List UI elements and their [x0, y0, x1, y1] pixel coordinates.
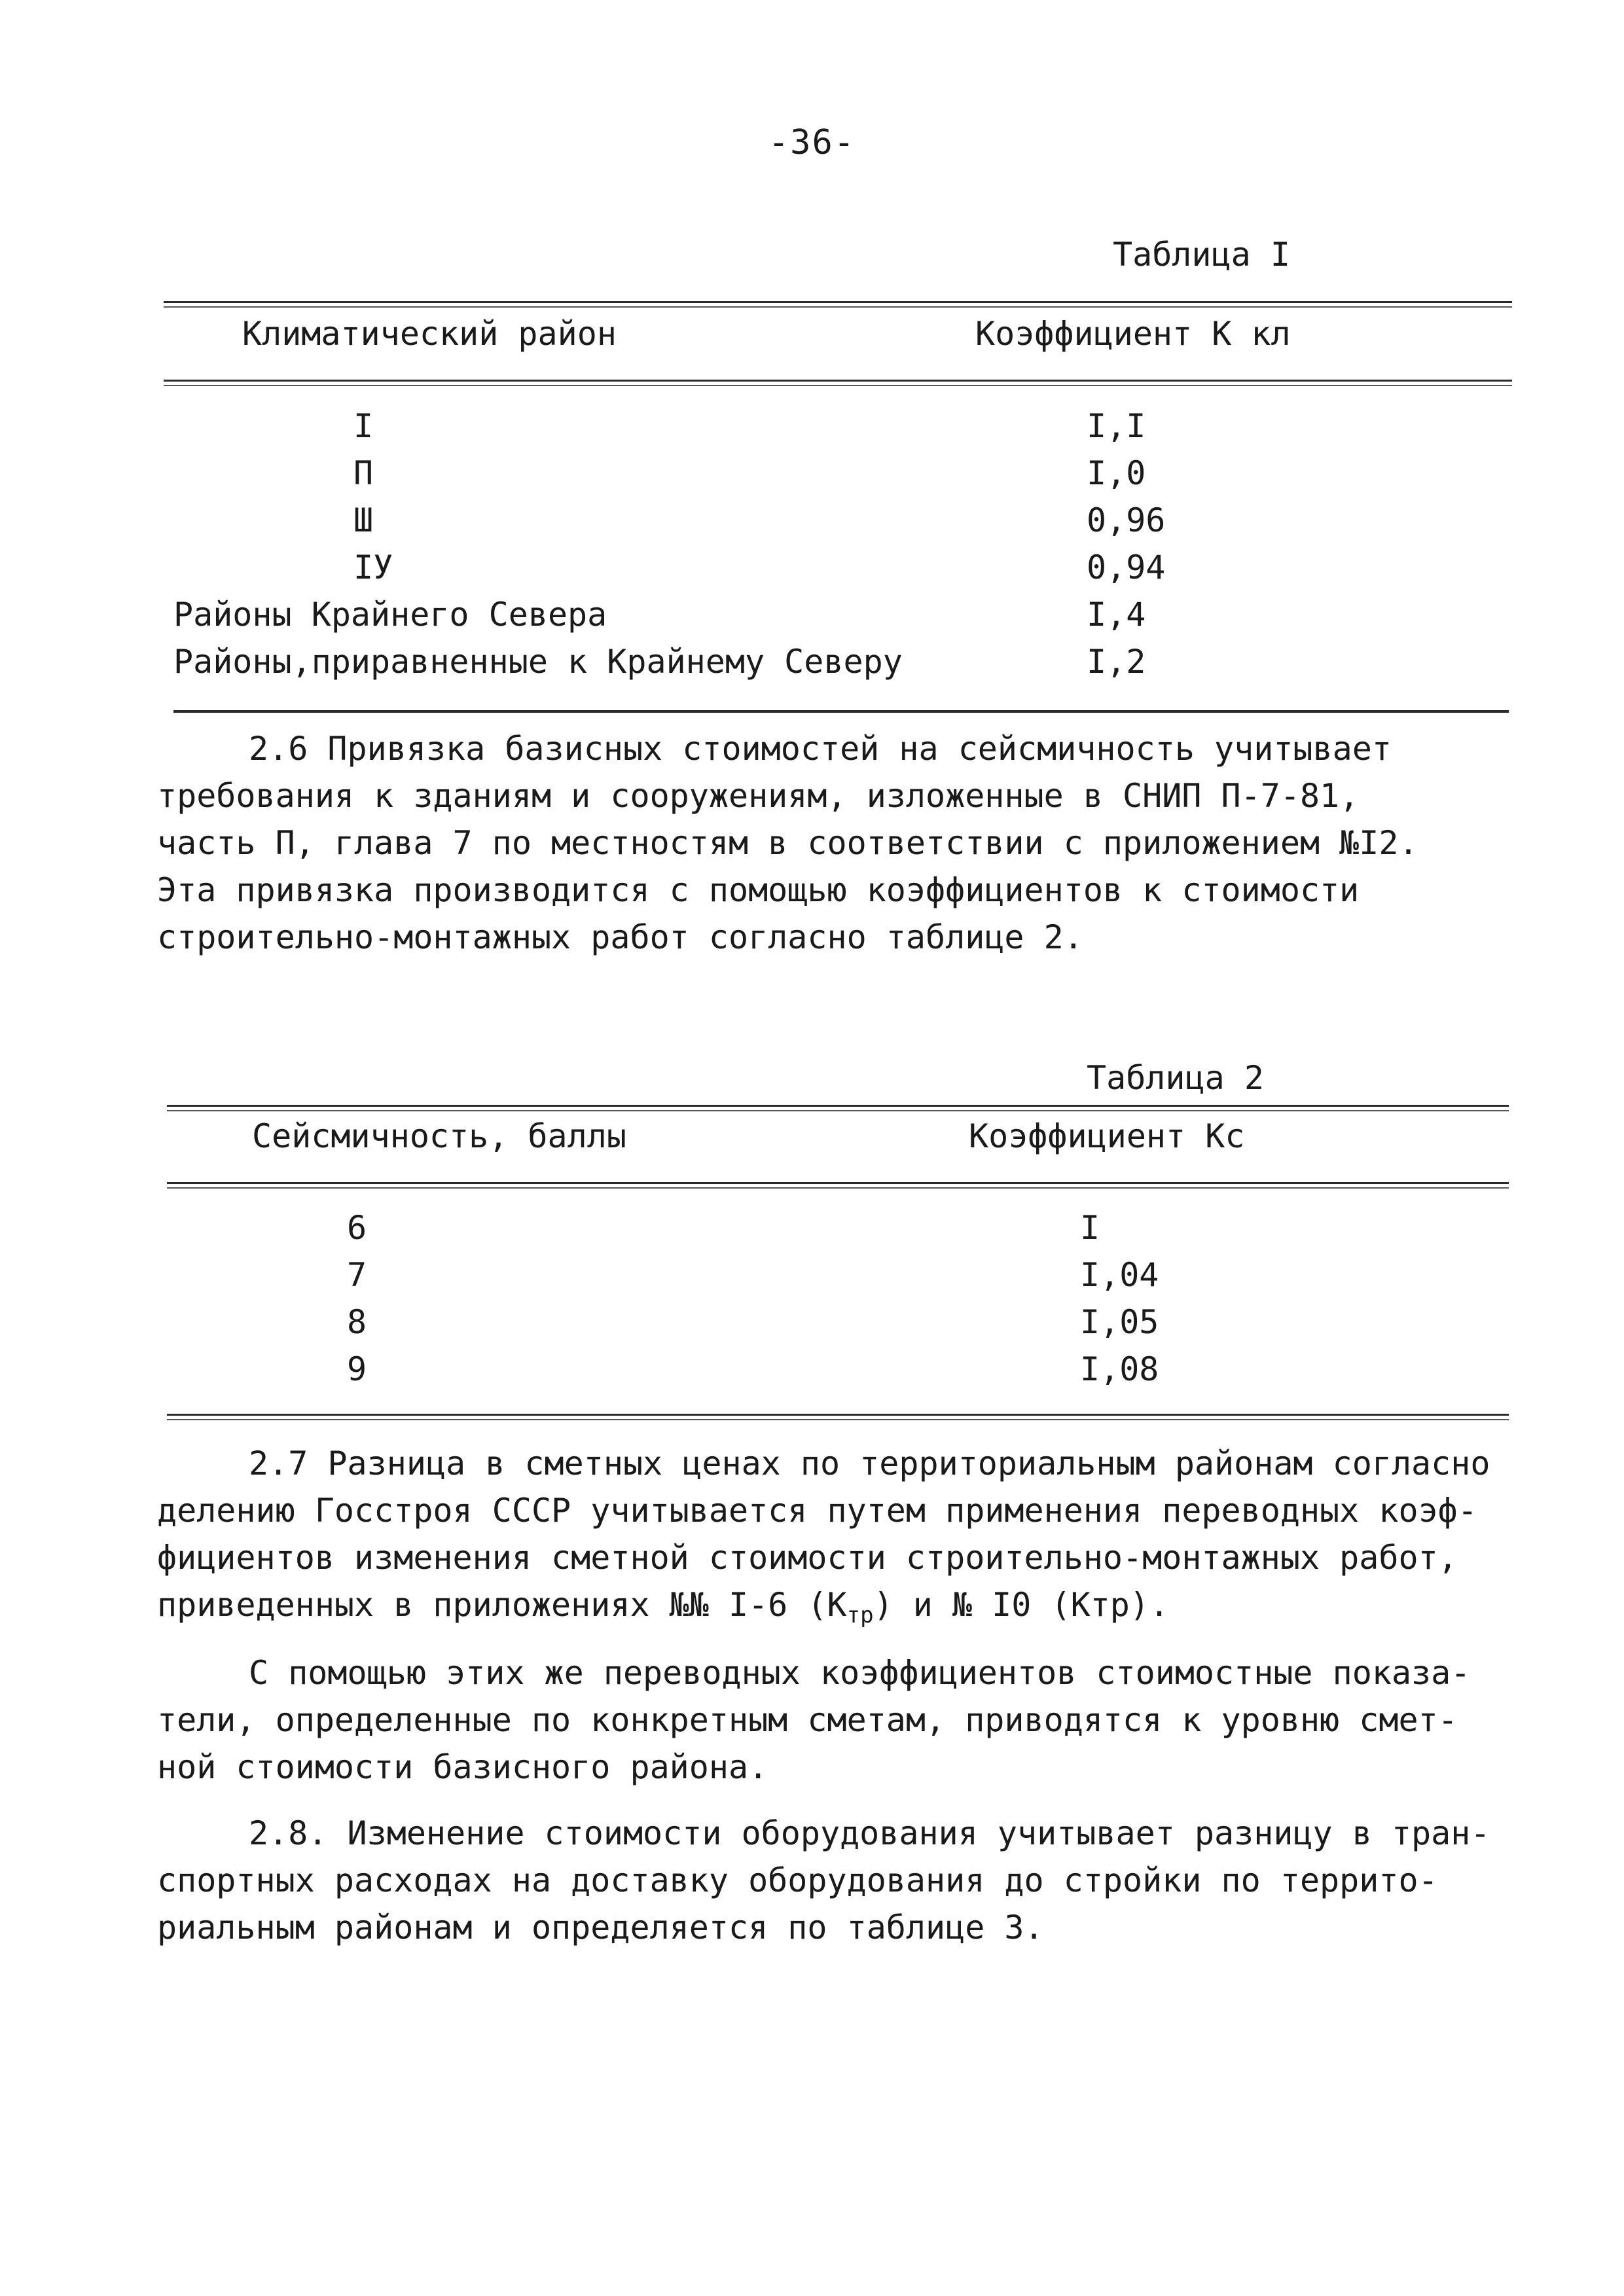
- table-1-header-rule: [164, 380, 1512, 386]
- paragraph-line: тели, определенные по конкретным сметам, приводятся к уровню смет-: [157, 1701, 1458, 1739]
- table-1-row-region: Районы Крайнего Севера: [173, 596, 607, 634]
- table-2-row-score: 7: [347, 1256, 367, 1294]
- table-1-row-region: Районы,приравненные к Крайнему Северу: [173, 643, 903, 681]
- table-1-row-coef: 0,94: [1087, 548, 1166, 586]
- paragraph-2-8: [157, 1810, 1506, 1951]
- paragraph-2-7-continued: [157, 1649, 1506, 1791]
- paragraph-line: часть П, глава 7 по местностям в соответствии с приложением №I2.: [157, 824, 1418, 862]
- paragraph-line: С помощью этих же переводных коэффициентов стоимостные показа-: [249, 1654, 1471, 1692]
- paragraph-line: ной стоимости базисного района.: [157, 1748, 768, 1786]
- paragraph-line: Эта привязка производится с помощью коэффициентов к стоимости: [157, 871, 1360, 909]
- subscript: тр: [846, 1602, 874, 1628]
- table-2-header-score: Сейсмичность, баллы: [252, 1117, 626, 1155]
- paragraph-line: риальным районам и определяется по таблице 3.: [157, 1909, 1044, 1946]
- table-1-row-coef: I,I: [1087, 407, 1146, 445]
- table-2-bottom-rule: [167, 1414, 1509, 1420]
- table-2-top-rule: [167, 1105, 1509, 1111]
- table-1-top-rule: [164, 301, 1512, 308]
- table-1-row-region: IУ: [353, 548, 393, 586]
- table-2-row-score: 9: [347, 1350, 367, 1388]
- table-1-row-coef: 0,96: [1087, 501, 1166, 539]
- paragraph-line: строительно-монтажных работ согласно таблице 2.: [157, 918, 1083, 956]
- table-2-row-coef: I,04: [1080, 1256, 1159, 1294]
- table-2-row-coef: I,08: [1080, 1350, 1159, 1388]
- text-fragment: ) и № I0 (Ктр).: [873, 1586, 1170, 1624]
- table-2-row-coef: I: [1080, 1209, 1100, 1247]
- paragraph-2-7: [157, 1440, 1506, 1639]
- table-1-row-coef: I,0: [1087, 454, 1146, 492]
- table-1-row-region: П: [353, 454, 374, 492]
- table-2-row-score: 6: [347, 1209, 367, 1247]
- paragraph-line: фициентов изменения сметной стоимости строительно-монтажных работ,: [157, 1539, 1458, 1577]
- table-2-header-rule: [167, 1182, 1509, 1189]
- paragraph-line: спортных расходах на доставку оборудования до стройки по террито-: [157, 1861, 1438, 1899]
- paragraph-line: делению Госстроя СССР учитывается путем применения переводных коэф-: [157, 1492, 1477, 1530]
- table-1-header-region: Климатический район: [242, 315, 617, 353]
- table-1-row-region: Ш: [353, 501, 374, 539]
- paragraph-line-with-subscript: [157, 1581, 1506, 1639]
- text-fragment: приведенных в приложениях №№ I-6 (К: [157, 1586, 847, 1624]
- table-2-header-coef: Коэффициент Кс: [969, 1117, 1245, 1155]
- table-2-caption: Таблица 2: [1087, 1059, 1264, 1097]
- paragraph-line: требования к зданиям и сооружениям, изложенные в СНИП П-7-81,: [157, 777, 1360, 815]
- table-1-row-coef: I,2: [1087, 643, 1146, 681]
- page-number: -36-: [768, 123, 856, 162]
- table-1-row-coef: I,4: [1087, 596, 1146, 634]
- table-1-bottom-rule: [173, 710, 1509, 713]
- paragraph-line: 2.8. Изменение стоимости оборудования учитывает разницу в тран-: [249, 1814, 1490, 1852]
- table-2-row-score: 8: [347, 1303, 367, 1341]
- table-1-row-region: I: [353, 407, 374, 445]
- table-1-caption: Таблица I: [1113, 236, 1290, 274]
- paragraph-2-6: [157, 725, 1506, 961]
- table-1-header-coef: Коэффициент К кл: [975, 315, 1291, 353]
- paragraph-line: 2.7 Разница в сметных ценах по территориальным районам согласно: [249, 1444, 1490, 1482]
- paragraph-line: 2.6 Привязка базисных стоимостей на сейсмичность учитывает: [249, 730, 1392, 768]
- table-2-row-coef: I,05: [1080, 1303, 1159, 1341]
